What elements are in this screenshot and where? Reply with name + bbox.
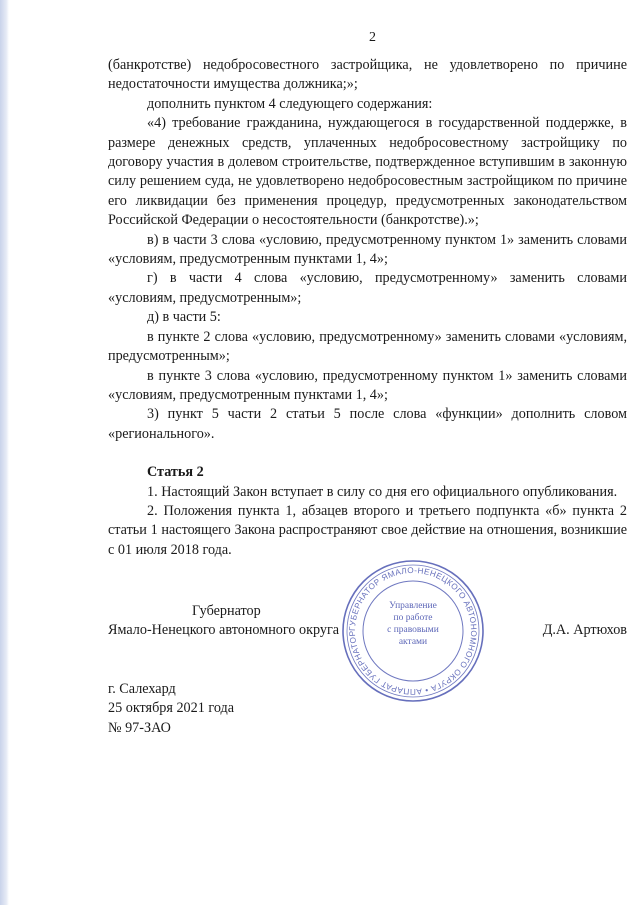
signing-place: г. Салехард xyxy=(108,681,176,697)
paragraph: г) в части 4 слова «условию, предусмотренному» заменить словами «условиям, предусмотренным»; xyxy=(108,270,627,306)
page-edge-shadow xyxy=(0,0,9,905)
page-number: 2 xyxy=(369,30,376,45)
signer-name: Д.А. Артюхов xyxy=(542,622,627,639)
paragraph: (банкротстве) недобросовестного застройщика, не удовлетворено по причине недостаточности имущества должника;»; xyxy=(108,57,627,93)
paragraph: «4) требование гражданина, нуждающегося в государственной поддержке, в размере денежных средств, уплаченных недобросовестному застройщику по договору участия в долевом строительстве, подтвержденное вступившим в законную силу решением суда, не удовлетворено недобросовестным застройщиком по причине его ликвидации без применения процедур, предусмотренных законодательством Российской Федерации о несостоятельности (банкротстве).»; xyxy=(108,115,627,229)
paragraph: 1. Настоящий Закон вступает в силу со дня его официального опубликования. xyxy=(147,483,618,500)
paragraph: 3) пункт 5 части 2 статьи 5 после слова «функции» дополнить словом «регионального». xyxy=(108,406,627,442)
paragraph: дополнить пунктом 4 следующего содержания: xyxy=(147,95,433,112)
seal-ring-text: ГУБЕРНАТОР ЯМАЛО-НЕНЕЦКОГО АВТОНОМНОГО ОКРУГА • АППАРАТ ГУБЕРНАТОР xyxy=(347,565,479,697)
seal-center-line: по работе xyxy=(393,613,433,623)
law-number: № 97-ЗАО xyxy=(108,719,171,736)
paragraph: в пункте 2 слова «условию, предусмотренному» заменить словами «условиям, предусмотренным»; xyxy=(108,328,627,365)
official-seal xyxy=(340,558,486,704)
document-body xyxy=(108,56,627,560)
paragraph: в пункте 3 слова «условию, предусмотренному пунктом 1» заменить словами «условиям, предусмотренным пунктами 1, 4»; xyxy=(108,367,627,403)
signing-date: 25 октября 2021 года xyxy=(108,700,235,717)
signing-details xyxy=(108,680,234,738)
article-heading: Статья 2 xyxy=(147,464,204,481)
seal-center-line: Управление xyxy=(389,601,437,611)
seal-center-line: с правовыми xyxy=(387,625,439,635)
paragraph: д) в части 5: xyxy=(147,309,221,326)
paragraph: в) в части 3 слова «условию, предусмотренному пунктом 1» заменить словами «условиям, предусмотренным пунктами 1, 4»; xyxy=(108,231,627,268)
paragraph: 2. Положения пункта 1, абзацев второго и третьего подпункта «б» пункта 2 статьи 1 настоящего Закона распространяют свое действие на отношения, возникшие с 01 июля 2018 года. xyxy=(108,502,627,558)
signer-position: Губернатор xyxy=(192,603,261,619)
signer-organization: Ямало-Ненецкого автономного округа xyxy=(108,622,340,639)
seal-center-line: актами xyxy=(398,637,428,647)
